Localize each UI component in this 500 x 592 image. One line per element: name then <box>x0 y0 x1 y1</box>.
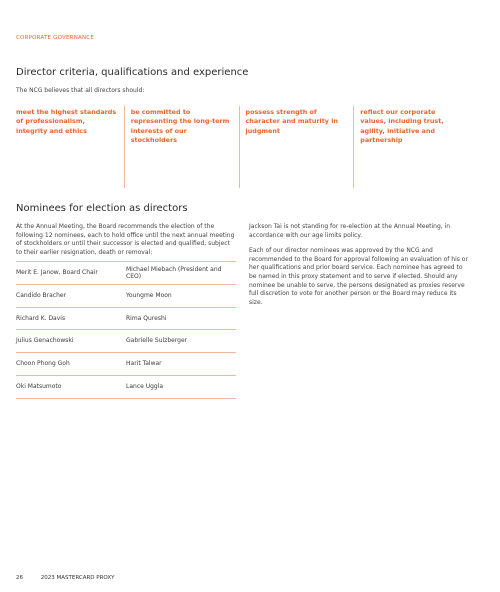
table-row <box>16 330 236 353</box>
nominees-left-column <box>16 223 236 399</box>
nominee-name: Michael Miebach (President and CEO) <box>126 262 236 285</box>
nominee-name: Richard K. Davis <box>16 307 126 330</box>
criteria-item: meet the highest standards of professionalism, integrity and ethics <box>16 108 117 135</box>
criteria-item: be committed to representing the long-term interests of our stockholders <box>124 106 239 188</box>
nominees-right-column <box>249 223 471 307</box>
criteria-item: reflect our corporate values, including trust, agility, initiative and partnership <box>353 106 468 188</box>
document-title: 2023 MASTERCARD PROXY <box>40 575 115 581</box>
table-row <box>16 285 236 308</box>
nominee-name: Youngme Moon <box>126 285 236 308</box>
nominees-note: Each of our director nominees was approved by the NCG and recommended to the Board for approval following an evaluation of his or her qualifications and prior board service. Each nominee has agreed to be named in this proxy statement and to serve if elected. Should any nominee be unable to serve, the persons designated as proxies reserve full discretion to vote for another person or the Board may reduce its size. <box>249 247 468 306</box>
table-row <box>16 262 236 285</box>
table-row <box>16 307 236 330</box>
nominees-heading: Nominees for election as directors <box>16 203 188 214</box>
nominee-name: Julius Genachowski <box>16 330 126 353</box>
nominees-intro: At the Annual Meeting, the Board recommends the election of the following 12 nominees, each to hold office until the next annual meeting of stockholders or until their successor is elected and qualified, subject to their earlier resignation, death or removal: <box>16 223 235 256</box>
criteria-list <box>16 106 468 188</box>
nominee-name: Gabrielle Sulzberger <box>126 330 236 353</box>
nominees-note: Jackson Tai is not standing for re-election at the Annual Meeting, in accordance with our age limits policy. <box>249 223 451 239</box>
criteria-intro: The NCG believes that all directors should: <box>16 87 145 94</box>
nominee-name: Merit E. Janow, Board Chair <box>16 262 126 285</box>
nominee-name: Candido Bracher <box>16 285 126 308</box>
page-footer <box>16 575 115 581</box>
table-row <box>16 375 236 398</box>
page-number: 26 <box>16 575 23 581</box>
nominee-name: Harit Talwar <box>126 353 236 376</box>
nominee-name: Rima Qureshi <box>126 307 236 330</box>
criteria-item: possess strength of character and maturity in judgment <box>239 106 354 188</box>
nominee-name: Choon Phong Goh <box>16 353 126 376</box>
section-label: CORPORATE GOVERNANCE <box>16 35 95 41</box>
nominee-name: Oki Matsumoto <box>16 375 126 398</box>
table-row <box>16 353 236 376</box>
nominee-name: Lance Uggla <box>126 375 236 398</box>
criteria-heading: Director criteria, qualifications and experience <box>16 67 249 78</box>
nominees-table <box>16 261 236 398</box>
